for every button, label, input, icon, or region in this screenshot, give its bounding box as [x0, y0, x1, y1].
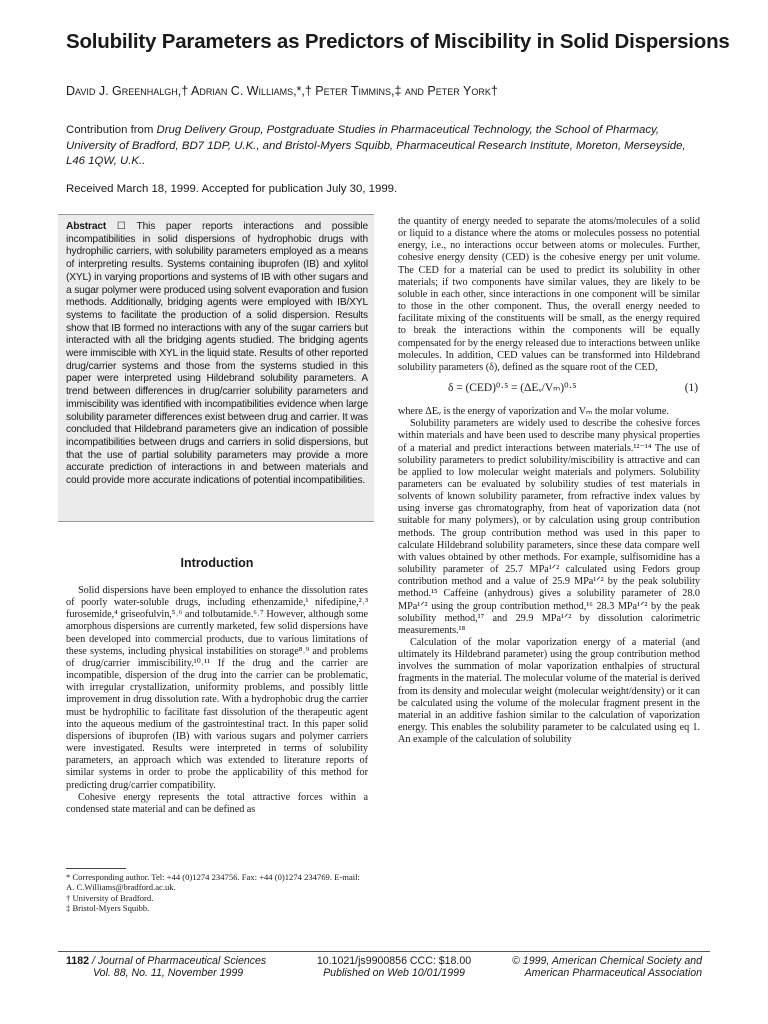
- paragraph: Solid dispersions have been employed to enhance the dissolution rates of poorly water-soluble drugs, including ethenzamide,¹ nifedipine,²˒³ furosemide,⁴ griseofulvin,⁵˒⁶ and tolbutamide.⁶˒⁷ However, although some amorphous dispersions are currently marketed, few solid dispersions have been developed into commercial products, due to various limitations of these systems, including physical instabilities on storage⁸˒⁹ and problems of drug/carrier immiscibility.¹⁰˒¹¹ If the drug and the carrier are incompatible, dispersion of the drug into the carrier can be problematic, with irregular crystallization, uniformity problems, and possibly little improvement in drug dissolution rate. With a hydrophobic drug the carrier must be hydrophilic to facilitate fast dissolution of the therapeutic agent into the aqueous medium of the gastrointestinal tract. In this paper solid dispersions of ibuprofen (IB) with various sugars and polymer carriers were investigated. Results were interpreted in terms of solubility parameters, an approach which was extended to literature reports of similar systems in order to probe the applicability of this method for predicting drug/carrier compatibility.: [66, 585, 368, 791]
- footnote-corresponding-author: * Corresponding author. Tel: +44 (0)1274 234756. Fax: +44 (0)1274 234769. E-mail: A. C.Williams@bradford.ac.uk.: [66, 872, 360, 893]
- paragraph: the quantity of energy needed to separate the atoms/molecules of a solid or liquid to a distance where the atoms or molecules possess no potential energy, i.e., no interactions occur between atoms or molecules. Further, cohesive energy density (CED) is the cohesive energy per unit volume. The CED for a material can be used to predict its solubility in other materials; if two components have similar values, they are likely to be soluble in each other, since interactions in one component will be similar to those in the other component. Thus, the overall energy needed to facilitate mixing of the constituents will be small, as the energy required to break the interactions within the components will be equally compensated for by the energy released due to interactions between unlike molecules. In addition, CED values can be transformed into Hildebrand solubility parameters (δ), defined as the square root of the CED,: [398, 216, 700, 373]
- paragraph: Cohesive energy represents the total attractive forces within a condensed state material and can be defined as: [66, 791, 368, 815]
- footer-doi: [314, 955, 474, 980]
- page-number: 1182: [66, 955, 89, 967]
- copyright-line-1: © 1999, American Chemical Society and: [512, 955, 702, 967]
- footnote-divider: [66, 868, 126, 869]
- article-title: Solubility Parameters as Predictors of Miscibility in Solid Dispersions: [66, 30, 730, 53]
- abstract-box-icon: ☐: [116, 221, 126, 232]
- doi-text: 10.1021/js9900856 CCC: $18.00: [316, 955, 472, 967]
- journal-name: / Journal of Pharmaceutical Sciences: [91, 955, 267, 967]
- journal-volume: Vol. 88, No. 11, November 1999: [93, 967, 244, 980]
- section-heading-introduction: Introduction: [180, 556, 254, 570]
- paragraph: Calculation of the molar vaporization energy of a material (and ultimately its Hildebrand parameter) using the group contribution method involves the summation of molar vaporization enthalpies of structural fragments in the material. The molecular volume of the material is derived from its density and molecular weight (molecular weight/density) or it can be calculated using the volume of the molecular fragment present in the material in an additive fashion similar to the calculation of vaporization energy. This enables the solubility parameter to be calculated using eq 1. An example of the calculation of solubility: [398, 637, 700, 746]
- copyright-line-2: American Pharmaceutical Association: [524, 967, 702, 980]
- publication-date: Published on Web 10/01/1999: [323, 967, 465, 980]
- paragraph: where ΔEᵥ is the energy of vaporization and Vₘ the molar volume.: [398, 406, 669, 418]
- equation-1: [398, 380, 700, 400]
- footer-copyright: [512, 955, 702, 980]
- footnote-double-dagger: ‡ Bristol-Myers Squibb.: [66, 903, 150, 914]
- affiliation-body: Drug Delivery Group, Postgraduate Studies in Pharmaceutical Technology, the School of Pharmacy, University of Bradford, BD7 1DP, U.K., and Bristol-Myers Squibb, Pharmaceutical Research Institute, Moreton, Merseyside, L46 1QW, U.K..: [66, 124, 686, 168]
- abstract: [66, 221, 368, 488]
- footnotes: [66, 872, 368, 914]
- received-dates: Received March 18, 1999. Accepted for publication July 30, 1999.: [66, 183, 398, 195]
- abstract-text: This paper reports interactions and possible incompatibilities in solid dispersions of hydrophobic drugs with hydrophilic carriers, with solubility parameters employed as a means of interpreting results. Systems containing ibuprofen (IB) and xylitol (XYL) in varying proportions and systems of IB with other sugars and a sugar polymer were produced using solvent evaporation and fusion methods. Additionally, bridging agents were employed with IB/XYL systems to facilitate the production of a solid dispersion. Results show that IB formed no interactions with any of the sugar carriers but interacted with all the bridging agents studied. The bridging agents were immiscible with XYL in the liquid state. Results of other reported drug/carrier systems and those from the systems studied in this paper were interpreted using Hildebrand solubility parameters. A trend between differences in drug/carrier solubility parameters and immiscibility was identified with incompatibilities evidence when large solubility parameter differences exist between drug and carrier. It was concluded that Hildebrand parameters give an indication of possible incompatibilities between drugs and carriers in solid dispersions, but that the use of partial solubility parameters may provide a more accurate prediction of interactions in and between materials and could provide more accurate indications of potential incompatibilities.: [66, 221, 368, 487]
- equation-expression: δ = (CED)⁰·⁵ = (ΔEᵥ/Vₘ)⁰·⁵: [448, 382, 577, 395]
- paragraph: Solubility parameters are widely used to describe the cohesive forces within materials and have been used to describe many physical properties of a material and predict interactions between materials.¹²⁻¹⁴ The use of solubility parameters to predict solubility/miscibility is attractive and can be applied to low molecular weight materials and polymers. Solubility parameters can be evaluated by solubility studies of test materials in solvents of known solubility parameter, from refractive index values by using inverse gas chromatography, from heat of vaporization data (not suitable for many polymers), or by calculation using group contribution methods. The group contribution method was used in this paper to calculate Hildebrand solubility parameters, since these data compare well with values obtained by other methods. For example, sulfisomidine has a solubility parameter of 25.7 MPa¹ᐟ² calculated using Fedors group contribution method and a value of 25.9 MPa¹ᐟ² by the peak solubility method.¹⁵ Caffeine (anhydrous) gives a solubility parameter of 28.0 MPa¹ᐟ² using the group contribution method,¹⁶ 28.3 MPa¹ᐟ² by the peak solubility method,¹⁷ and 29.9 MPa¹ᐟ² by dissolution calorimetric measurements.¹⁸: [398, 418, 700, 636]
- footer-journal: [66, 955, 266, 980]
- right-column-body: [398, 216, 700, 746]
- affiliation-prefix: Contribution from: [66, 124, 157, 136]
- footer-divider: [58, 951, 710, 952]
- abstract-label: Abstract: [66, 221, 107, 232]
- footnote-dagger: † University of Bradford.: [66, 892, 154, 903]
- equation-number: (1): [684, 382, 698, 395]
- left-column-body: [66, 585, 368, 816]
- author-list: David J. Greenhalgh,† Adrian C. Williams,*,† Peter Timmins,‡ and Peter York†: [66, 84, 498, 98]
- affiliation: [66, 123, 706, 170]
